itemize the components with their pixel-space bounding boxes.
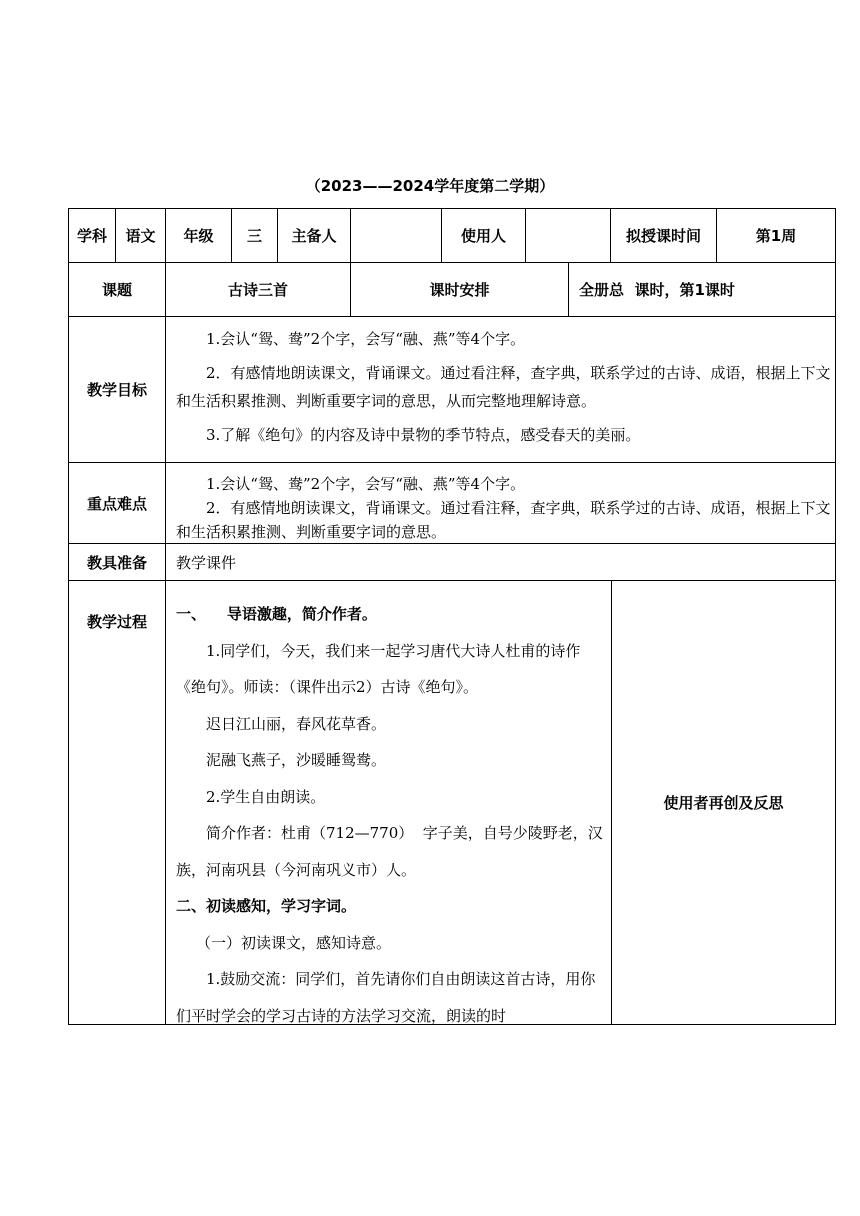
goals-label: 教学目标 [68, 316, 166, 463]
process-label-cell [68, 580, 166, 1025]
preparer-label: 主备人 [277, 208, 351, 263]
topic-value: 古诗三首 [165, 262, 351, 317]
user-value [525, 208, 611, 263]
process-label: 教学过程 [86, 613, 147, 631]
keypoint-item: 2．有感情地朗读课文，背诵课文。通过看注释，查字典，联系学过的古诗、成语，根据上下文和生活积累推测、判断重要字词的意思。 [176, 499, 831, 541]
process-paragraph: 简介作者：杜甫（712—770） 字子美，自号少陵野老，汉族，河南巩县（今河南巩义市）人。 [176, 824, 603, 879]
poem-line: 迟日江山丽，春风花草香。 [206, 714, 387, 733]
process-heading-2: 二、初读感知，学习字词。 [176, 897, 357, 915]
topic-label: 课题 [68, 262, 166, 317]
grade-value: 三 [231, 208, 278, 263]
time-label: 拟授课时间 [610, 208, 717, 263]
user-label: 使用人 [441, 208, 526, 263]
keypoint-item: 1.会认“鸳、鸯”2个字，会写“融、燕”等4个字。 [206, 475, 526, 493]
preparer-value [350, 208, 442, 263]
process-content [165, 580, 612, 1025]
subject-value: 语文 [115, 208, 166, 263]
grade-label: 年级 [165, 208, 232, 263]
process-paragraph: 1.同学们，今天，我们来一起学习唐代大诗人杜甫的诗作《绝句》。师读：（课件出示2）古诗《绝句》。 [176, 641, 581, 696]
process-paragraph: 1.鼓励交流：同学们，首先请你们自由朗读这首古诗，用你们平时学会的学习古诗的方法学习交流，朗读的时 [176, 970, 596, 1025]
tools-value: 教学课件 [165, 543, 836, 581]
subject-label: 学科 [68, 208, 116, 263]
process-paragraph: 2.学生自由朗读。 [206, 787, 326, 806]
tools-label: 教具准备 [68, 543, 166, 581]
document-title: （2023——2024学年度第二学期） [305, 177, 555, 195]
schedule-value: 全册总 课时，第1课时 [568, 262, 836, 317]
process-heading-1: 一、 导语激趣，简介作者。 [176, 605, 377, 623]
goal-item: 1.会认“鸳、鸯”2个字，会写“融、燕”等4个字。 [206, 330, 526, 348]
keypoints-label: 重点难点 [68, 462, 166, 544]
schedule-label: 课时安排 [350, 262, 569, 317]
process-subheading: （一）初读课文，感知诗意。 [196, 933, 392, 952]
goals-content [165, 316, 836, 463]
goal-item: 2．有感情地朗读课文，背诵课文。通过看注释，查字典，联系学过的古诗、成语，根据上下文和生活积累推测、判断重要字词的意思，从而完整地理解诗意。 [176, 364, 831, 410]
reflection-label: 使用者再创及反思 [611, 580, 836, 1025]
keypoints-content [165, 462, 836, 544]
poem-line: 泥融飞燕子，沙暖睡鸳鸯。 [206, 751, 387, 769]
goal-item: 3.了解《绝句》的内容及诗中景物的季节特点，感受春天的美丽。 [206, 426, 641, 444]
time-value: 第1周 [716, 208, 836, 263]
